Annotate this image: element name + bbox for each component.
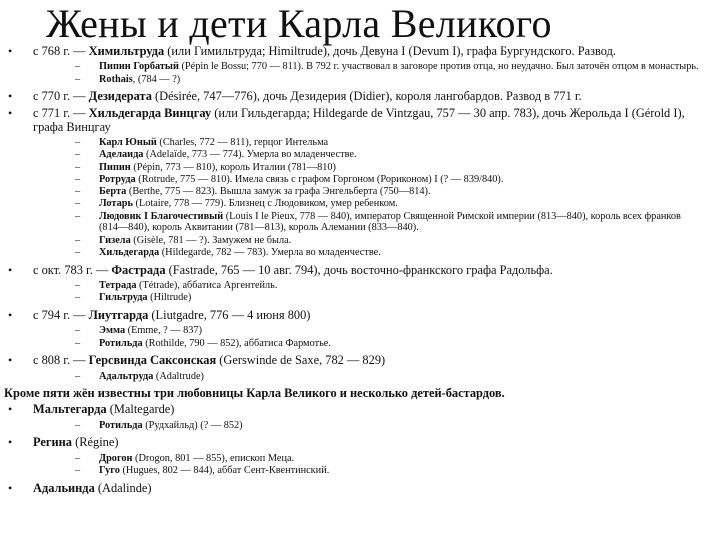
children-list	[33, 420, 710, 432]
dash-icon: –	[75, 210, 81, 222]
dash-icon: –	[75, 280, 81, 292]
child-name: Эмма	[99, 325, 126, 337]
children-list	[33, 371, 710, 383]
dash-icon: –	[75, 161, 81, 173]
child-details: (Berthe, 775 — 823). Вышла замуж за графа Энгельберта (750—814).	[126, 186, 431, 198]
entry-details: (Gerswinde de Saxe, 782 — 829)	[216, 353, 386, 368]
child-details: (Lotaire, 778 — 779). Близнец с Людовиком, умер ребенком.	[132, 198, 398, 210]
dash-icon: –	[75, 325, 81, 337]
bullet-icon: •	[8, 480, 13, 495]
mistress-entry	[0, 402, 720, 431]
child-item	[33, 465, 710, 477]
child-item	[33, 453, 710, 465]
bullet-icon: •	[8, 402, 13, 417]
dash-icon: –	[75, 73, 81, 85]
child-name: Гуго	[99, 464, 120, 476]
entry-details: (или Гимильтруда; Himiltrude), дочь Девуна I (Devum I), графа Бургундского. Развод.	[164, 44, 617, 58]
bullet-icon: •	[8, 89, 13, 104]
child-details: (Adaltrude)	[153, 370, 204, 382]
child-details: (Rothilde, 790 — 852), аббатиса Фармотье.	[142, 337, 331, 349]
entry-details: (Régine)	[72, 435, 119, 450]
entry-name: Дезидерата	[88, 89, 152, 104]
child-details: (Charles, 772 — 811), герцог Интельма	[156, 136, 329, 148]
dash-icon: –	[75, 337, 81, 349]
child-details: , (784 — ?)	[132, 73, 181, 85]
entry-details: (Liutgadre, 776 — 4 июня 800)	[148, 308, 311, 323]
child-name: Пипин Горбатый	[99, 61, 179, 73]
child-details: (Tétrade), аббатиса Аргентейль.	[136, 280, 278, 292]
entry-name: Лиутгарда	[88, 308, 149, 323]
child-details: (Hildegarde, 782 — 783). Умерла во младенчестве.	[159, 247, 381, 259]
child-name: Дрогон	[99, 452, 133, 464]
child-name: Ротильда	[99, 337, 143, 349]
mistresses-heading: Кроме пяти жён известны три любовницы Карла Великого и несколько детей-бастардов.	[4, 386, 505, 401]
child-name: Карл Юный	[99, 136, 157, 148]
children-list	[33, 280, 710, 304]
mistress-entry	[0, 435, 720, 476]
entry-date: с 794 г. —	[33, 308, 89, 323]
wife-entry	[0, 263, 720, 304]
child-name: Лотарь	[99, 198, 133, 210]
child-item	[33, 211, 710, 235]
child-details: (Rotrude, 775 — 810). Имела связь с графом Горгоном (Рориконом) I (? — 839/840).	[135, 173, 504, 185]
child-name: Гильтруда	[99, 292, 148, 304]
entry-details: (или Гильдегарда; Hildegarde de Vintzgau, 757 — 30 апр. 783), дочь Жерольда I (Gérold I), графа Винцгау	[33, 105, 685, 134]
child-item	[33, 198, 710, 210]
mistresses-list	[0, 402, 720, 495]
child-item	[33, 292, 710, 304]
bullet-icon: •	[8, 308, 13, 323]
bullet-icon: •	[8, 353, 13, 368]
child-item	[33, 338, 710, 350]
child-item	[33, 186, 710, 198]
child-name: Тетрада	[99, 280, 137, 292]
child-name: Людовик I Благочестивый	[99, 210, 224, 222]
child-name: Аделаида	[99, 149, 144, 161]
child-item	[33, 247, 710, 259]
bullet-icon: •	[8, 105, 13, 120]
child-name: Хильдегарда	[99, 247, 160, 259]
dash-icon: –	[75, 61, 81, 73]
dash-icon: –	[75, 292, 81, 304]
bullet-icon: •	[8, 262, 13, 277]
dash-icon: –	[75, 173, 81, 185]
entry-name: Фастрада	[111, 262, 166, 277]
child-details: (Рудхайльд) (? — 852)	[142, 419, 243, 431]
child-details: (Hugues, 802 — 844), аббат Сент-Квентинский.	[119, 464, 330, 476]
child-details: (Gisèle, 781 — ?). Замужем не была.	[130, 234, 292, 246]
wife-entry	[0, 353, 720, 382]
wife-entry	[0, 89, 720, 103]
child-name: Адальтруда	[99, 370, 154, 382]
child-details: (Emme, ? — 837)	[125, 325, 203, 337]
entry-details: (Adalinde)	[94, 480, 152, 495]
entry-name: Хильдегарда Винцгау	[88, 105, 212, 120]
children-list	[33, 61, 710, 85]
child-name: Гизела	[99, 234, 131, 246]
entry-details: (Fastrade, 765 — 10 авг. 794), дочь восточно-франкского графа Радольфа.	[165, 262, 553, 277]
child-name: Rothais	[99, 73, 133, 85]
child-details: (Adelaïde, 773 — 774). Умерла во младенчестве.	[143, 149, 357, 161]
child-item	[33, 235, 710, 247]
child-item	[33, 149, 710, 161]
child-name: Берта	[99, 186, 127, 198]
wife-entry	[0, 308, 720, 349]
entry-name: Герсвинда Саксонская	[88, 353, 217, 368]
entry-name: Регина	[33, 435, 73, 450]
content	[0, 42, 720, 495]
child-item	[33, 74, 710, 86]
bullet-icon: •	[8, 44, 13, 58]
wife-entry	[0, 106, 720, 259]
entry-date: с 768 г. —	[33, 44, 89, 58]
entry-date: с 770 г. —	[33, 89, 89, 104]
dash-icon: –	[75, 247, 81, 259]
entry-name: Адальинда	[33, 480, 95, 495]
child-details: (Drogon, 801 — 855), епископ Меца.	[132, 452, 295, 464]
entry-date: с 771 г. —	[33, 105, 89, 120]
child-name: Пипин	[99, 161, 131, 173]
child-item	[33, 162, 710, 174]
child-details: (Louis I le Pieux, 778 — 840), император Священной Римской империи (813—840), король всех франков (814—840), король Аквитании (781—813), король Алемании (833—840).	[99, 210, 681, 234]
dash-icon: –	[75, 452, 81, 464]
entry-date: с окт. 783 г. —	[33, 262, 112, 277]
child-name: Ротильда	[99, 419, 143, 431]
child-details: (Hiltrude)	[147, 292, 192, 304]
child-item	[33, 325, 710, 337]
dash-icon: –	[75, 149, 81, 161]
child-item	[33, 174, 710, 186]
entry-name: Мальтегарда	[33, 402, 107, 417]
entry-name: Химильтруда	[88, 44, 165, 58]
child-details: (Pépin le Bossu; 770 — 811). В 792 г. участвовал в заговоре против отца, но неудачно. Был заточён отцом в монастырь.	[178, 61, 699, 73]
children-list	[33, 137, 710, 259]
entry-details: (Désirée, 747—776), дочь Дезидерия (Didier), короля лангобардов. Развод в 771 г.	[151, 89, 582, 104]
child-name: Ротруда	[99, 173, 136, 185]
dash-icon: –	[75, 198, 81, 210]
children-list	[33, 453, 710, 477]
dash-icon: –	[75, 234, 81, 246]
dash-icon: –	[75, 370, 81, 382]
bullet-icon: •	[8, 435, 13, 450]
dash-icon: –	[75, 419, 81, 431]
child-item	[33, 420, 710, 432]
wives-list	[0, 44, 720, 382]
dash-icon: –	[75, 464, 81, 476]
mistress-entry	[0, 481, 720, 495]
entry-details: (Maltegarde)	[106, 402, 175, 417]
child-details: (Pépin, 773 — 810), король Италии (781—810)	[130, 161, 336, 173]
dash-icon: –	[75, 136, 81, 148]
child-item	[33, 280, 710, 292]
child-item	[33, 371, 710, 383]
child-item	[33, 61, 710, 73]
page-title: Жены и дети Карла Великого	[46, 1, 552, 46]
children-list	[33, 325, 710, 349]
entry-date: с 808 г. —	[33, 353, 89, 368]
child-item	[33, 137, 710, 149]
wife-entry	[0, 44, 720, 85]
dash-icon: –	[75, 186, 81, 198]
